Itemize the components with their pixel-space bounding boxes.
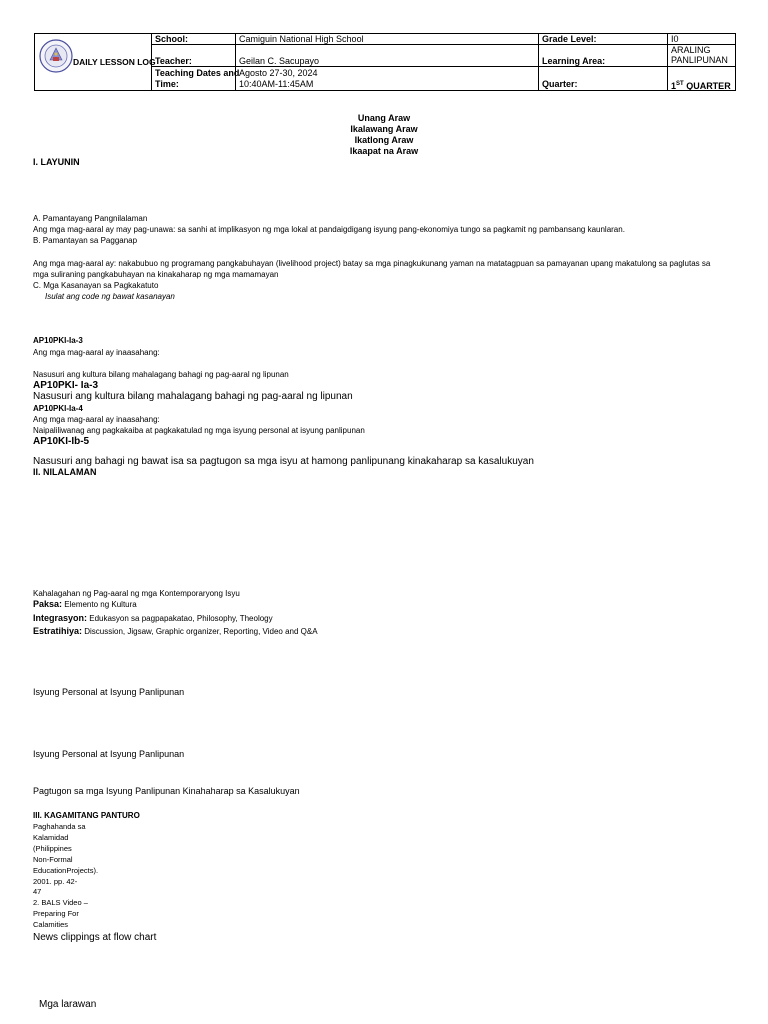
quarter-label: Quarter: [542,79,578,89]
kagamitan-line: (Philippines [33,843,72,853]
section-heading-layunin: I. LAYUNIN [33,157,80,167]
competency-code-2: AP10PKI- Ia-3 [33,380,99,391]
pamantayan-sa-pagganap-label: B. Pamantayan sa Pagganap [33,236,138,245]
inaasahang-3: Ang mga mag-aaral ay inaasahang: [33,415,160,424]
area-label: Learning Area: [542,56,606,66]
grade-value: I0 [671,34,679,44]
competency-desc-3: Naipaliliwanag ang pagkakaiba at pagkakatulad ng mga isyung personal at isyung panlipunan [33,426,365,435]
news-clippings: News clippings at flow chart [33,932,157,943]
kagamitan-line: Paghahanda sa [33,822,86,831]
divider [235,34,236,90]
kagamitan-line: Non-Formal [33,854,73,864]
pamantayang-pangnilalaman-text: Ang mga mag-aaral ay may pag-unawa: sa sanhi at implikasyon ng mga lokal at pandaigdigang isyung pang-ekonomiya tungo sa pagkamit ng pambansang kaunlaran. [33,225,625,234]
header-table [34,33,736,91]
area-value-2: PANLIPUNAN [671,55,728,65]
kagamitan-line: 2001. pp. 42- [33,876,78,886]
kasanayan-label: C. Mga Kasanayan sa Pagkakatuto [33,281,159,290]
dates-value-1: Agosto 27-30, 2024 [239,68,318,78]
kagamitan-line: 2. BALS Video – [33,898,88,908]
competency-desc-4: Nasusuri ang bahagi ng bawat isa sa pagtugon sa mga isyu at hamong panlipunang kinakaharap sa kasalukuyan [33,456,534,467]
competency-desc-2: Nasusuri ang kultura bilang mahalagang bahagi ng pag-aaral ng lipunan [33,391,353,402]
nilalaman-item-3: Isyung Personal at Isyung Panlipunan [33,749,185,759]
school-label: School: [155,34,188,44]
pamantayan-sa-pagganap-text-2: mga suliraning pangkabuhayan na kinakaharap ng mga mamamayan [33,270,279,279]
kagamitan-line: Calamities [33,920,69,930]
divider [538,34,539,90]
kasanayan-note: Isulat ang code ng bawat kasanayan [45,292,175,301]
quarter-value: 1ST QUARTER [671,81,731,91]
kagamitan-line: Preparing For [33,909,79,919]
competency-code-3: AP10PKI-Ia-4 [33,404,83,413]
section-heading-nilalaman: II. NILALAMAN [33,467,97,477]
grade-label: Grade Level: [542,34,597,44]
divider [667,34,668,90]
section-heading-kagamitan: III. KAGAMITANG PANTURO [33,811,140,820]
competency-desc-1: Nasusuri ang kultura bilang mahalagang bahagi ng pag-aaral ng lipunan [33,370,289,379]
area-value-1: ARALING [671,45,711,55]
integrasyon-line: Integrasyon: Edukasyon sa pagpapakatao, Philosophy, Theology [33,613,273,623]
pamantayan-sa-pagganap-text-1: Ang mga mag-aaral ay: nakabubuo ng programang pangkabuhayan (livelihood project) batay sa mga pinagkukunang yaman na matatagpuan sa pamayanan upang makatulong sa paglutas sa [33,259,711,268]
dates-label-1: Teaching Dates and [155,68,240,78]
inaasahang-1: Ang mga mag-aaral ay inaasahang: [33,348,160,357]
paksa-line: Paksa: Elemento ng Kultura [33,599,137,609]
nilalaman-item-2: Isyung Personal at Isyung Panlipunan [33,687,185,697]
school-value: Camiguin National High School [239,34,364,44]
dates-value-2: 10:40AM-11:45AM [239,79,314,89]
estratihiya-line: Estratihiya: Discussion, Jigsaw, Graphic organizer, Reporting, Video and Q&A [33,626,318,636]
competency-code-1: AP10PKI-Ia-3 [33,336,83,345]
mga-larawan: Mga larawan [39,999,97,1010]
nilalaman-topic: Kahalagahan ng Pag-aaral ng mga Kontemporaryong Isyu [33,589,240,598]
nilalaman-item-4: Pagtugon sa mga Isyung Panlipunan Kinahaharap sa Kasalukuyan [33,786,300,796]
day-3: Ikatlong Araw [354,135,414,145]
deped-seal-icon [39,39,73,73]
kagamitan-line: EducationProjects). [33,865,99,875]
kagamitan-list [33,822,98,931]
day-4: Ikaapat na Araw [349,146,419,156]
pamantayang-pangnilalaman-label: A. Pamantayang Pangnilalaman [33,214,148,223]
competency-code-4: AP10KI-Ib-5 [33,436,90,447]
day-1: Unang Araw [357,113,411,123]
page-title: DAILY LESSON LOG [73,57,156,67]
divider [151,66,735,67]
kagamitan-line: Kalamidad [33,832,69,842]
teacher-value: Geilan C. Sacupayo [239,56,320,66]
kagamitan-line: 47 [33,887,42,897]
dates-label-2: Time: [155,79,179,89]
teacher-label: Teacher: [155,56,192,66]
day-2: Ikalawang Araw [350,124,418,134]
divider [151,44,735,45]
